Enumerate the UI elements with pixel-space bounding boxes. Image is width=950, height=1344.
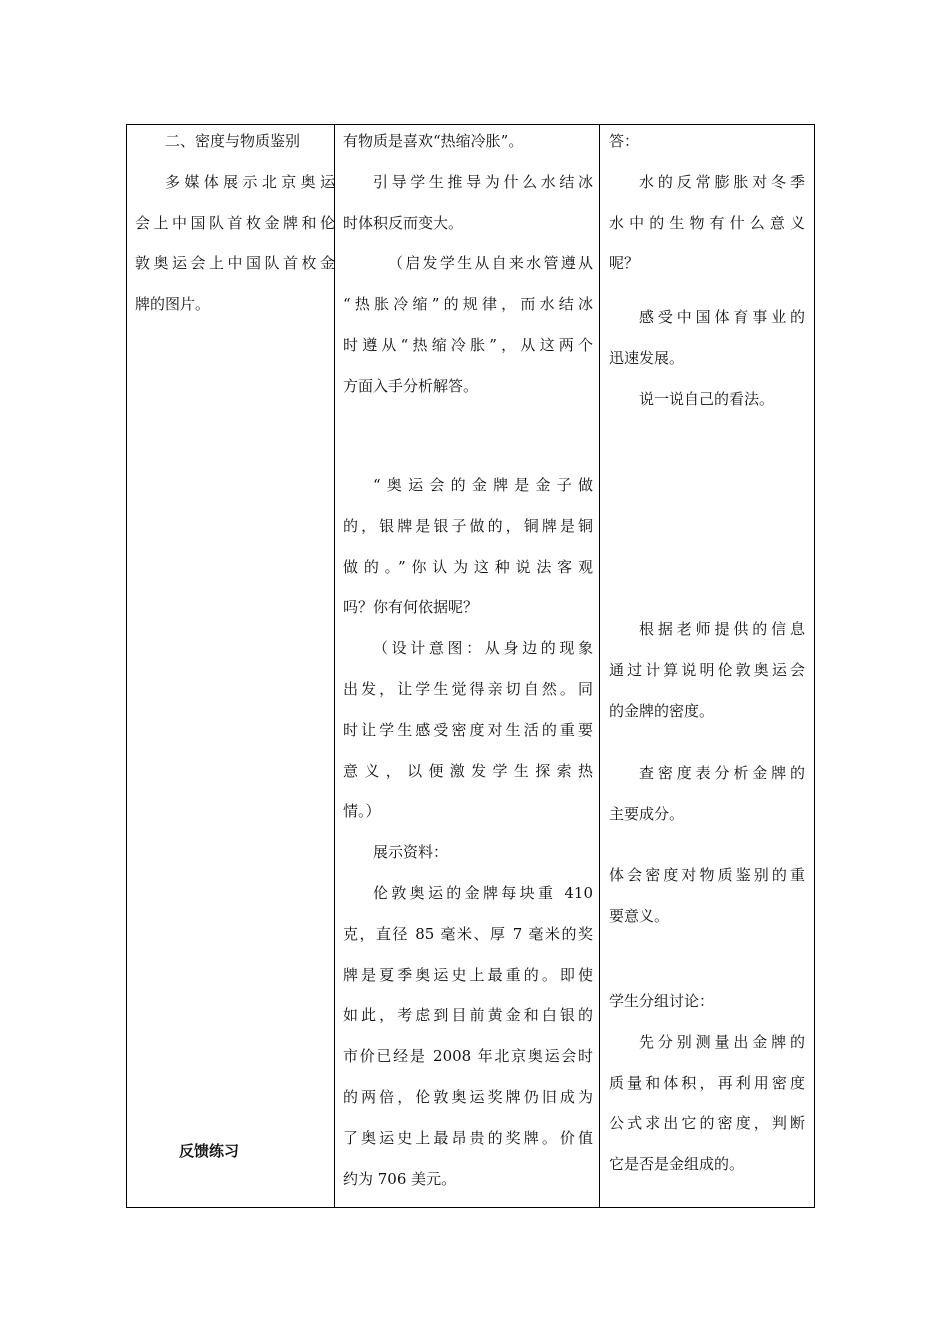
section-heading: 二、密度与物质鉴别 — [165, 132, 301, 150]
text-line: 学生分组讨论： — [609, 992, 715, 1010]
text-line: 情。） — [343, 802, 381, 821]
text-line: 根据老师提供的信息 — [639, 620, 805, 638]
text-line: 它是否是金组成的。 — [609, 1155, 745, 1174]
text-line: （设计意图：从身边的现象 — [373, 639, 593, 658]
text-line: 时遵从“热缩冷胀”，从这两个 — [343, 335, 593, 354]
text-line: 会上中国队首枚金牌和伦 — [135, 213, 335, 232]
text-line: 有物质是喜欢“热缩冷胀”。 — [343, 132, 524, 150]
text-line: （启发学生从自来水管遵从 — [388, 254, 593, 273]
text-line: 公式求出它的密度，判断 — [609, 1114, 805, 1133]
text-line: 时让学生感受密度对生活的重要 — [343, 720, 593, 739]
text-line: 牌是夏季奥运史上最重的。即使 — [343, 965, 593, 984]
text-line: 的，银牌是银子做的，铜牌是铜 — [343, 516, 593, 535]
teaching-content-column — [135, 125, 335, 1207]
student-activity-column — [609, 125, 805, 1207]
text-line: 说一说自己的看法。 — [639, 389, 775, 408]
text-line: 迅速发展。 — [609, 348, 685, 367]
text-line: 敦奥运会上中国队首枚金 — [135, 254, 335, 273]
text-line: 牌的图片。 — [135, 295, 211, 314]
text-line: 多媒体展示北京奥运 — [165, 172, 335, 191]
text-line: 市价已经是 2008 年北京奥运会时 — [343, 1047, 593, 1066]
text-line: 出发，让学生觉得亲切自然。同 — [343, 679, 593, 698]
text-line: 做的。”你认为这种说法客观 — [343, 557, 593, 576]
text-line: 吗？你有何依据呢？ — [343, 598, 479, 617]
text-line: 如此，考虑到目前黄金和白银的 — [343, 1006, 593, 1025]
text-line: 意义，以便激发学生探索热 — [343, 761, 593, 780]
text-line: 展示资料： — [373, 843, 449, 862]
feedback-heading: 反馈练习 — [179, 1142, 240, 1160]
text-line: 水中的生物有什么意义 — [609, 213, 805, 232]
text-line: 查密度表分析金牌的 — [639, 764, 805, 782]
text-line: 伦敦奥运的金牌每块重 410 — [373, 883, 593, 902]
lesson-table — [126, 124, 815, 1208]
text-line: “奥运会的金牌是金子做 — [373, 476, 593, 494]
text-line: 先分别测量出金牌的 — [639, 1032, 805, 1051]
text-line: 体会密度对物质鉴别的重 — [609, 866, 805, 884]
text-line: 的金牌的密度。 — [609, 701, 715, 720]
text-line: 答： — [609, 132, 640, 150]
text-line: 约为 706 美元。 — [343, 1169, 457, 1188]
text-line: “热胀冷缩”的规律，而水结冰 — [343, 295, 593, 314]
text-line: 主要成分。 — [609, 804, 685, 823]
text-line: 引导学生推导为什么水结冰 — [373, 172, 593, 191]
text-line: 了奥运史上最昂贵的奖牌。价值 — [343, 1128, 593, 1147]
text-line: 呢？ — [609, 254, 640, 273]
text-line: 质量和体积，再利用密度 — [609, 1073, 805, 1092]
text-line: 的两倍，伦敦奥运奖牌仍旧成为 — [343, 1087, 593, 1106]
text-line: 感受中国体育事业的 — [639, 308, 805, 326]
text-line: 通过计算说明伦敦奥运会 — [609, 660, 805, 679]
column-divider — [599, 125, 600, 1207]
text-line: 水的反常膨胀对冬季 — [639, 172, 805, 191]
text-line: 时体积反而变大。 — [343, 213, 464, 232]
teacher-activity-column — [343, 125, 593, 1207]
text-line: 方面入手分析解答。 — [343, 376, 479, 395]
text-line: 要意义。 — [609, 906, 670, 925]
text-line: 克，直径 85 毫米、厚 7 毫米的奖 — [343, 924, 593, 943]
